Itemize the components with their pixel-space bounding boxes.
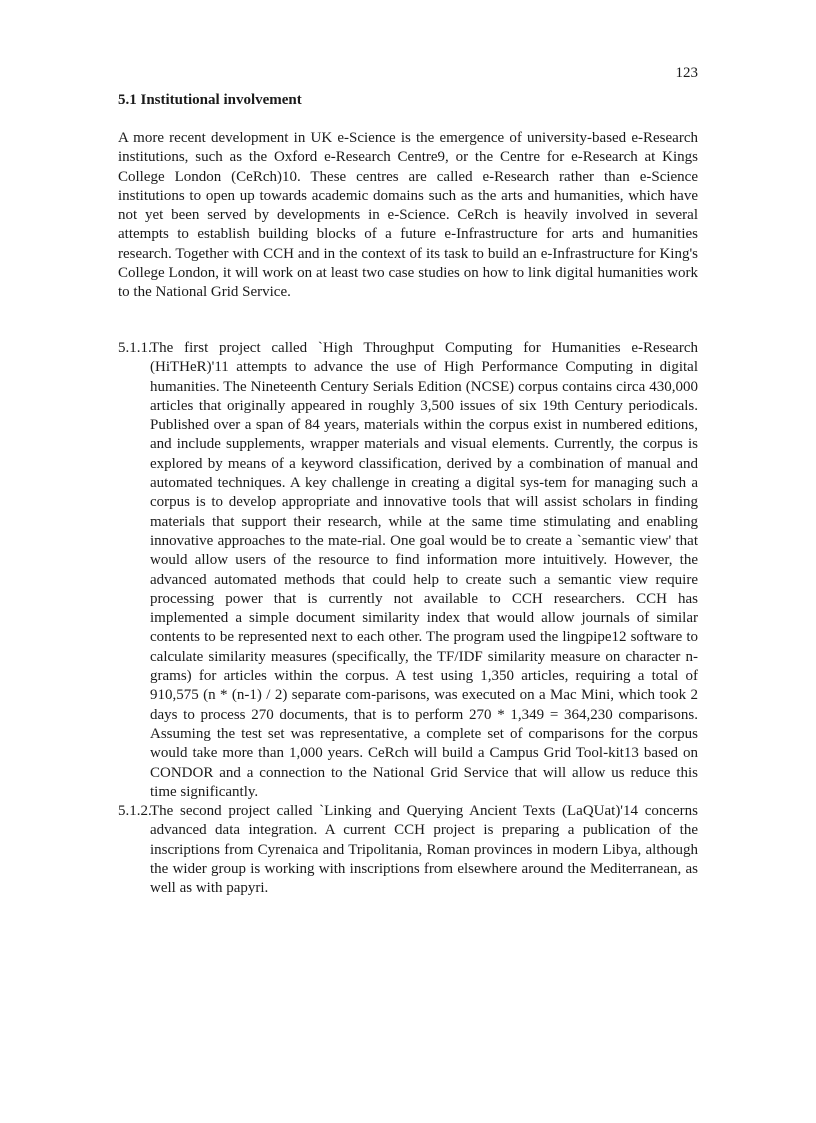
page-number: 123 [675, 65, 698, 81]
list-item [118, 339, 698, 802]
intro-paragraph: A more recent development in UK e-Science is the emergence of university-based e-Research institutions, such as the Oxford e-Research Centre9, or the Centre for e-Research at Kings College London (CeRch)10. These centres are called e-Research rather than e-Science institutions to open up towards academic domains such as the arts and humanities, which have not yet been served by developments in e-Science. CeRch is heavily involved in several attempts to establish building blocks of a future e-Infrastructure for arts and humanities research. Together with CCH and in the context of its task to build an e-Infrastructure for King's College London, it will work on at least two case studies on how to link digital humanities work to the National Grid Service. [118, 130, 698, 301]
item-text: The second project called `Linking and Querying Ancient Texts (LaQUat)'14 concerns advanced data integration. A current CCH project is preparing a publication of the inscriptions from Cyrenaica and Tripolitania, Roman provinces in modern Libya, although the wider group is working with inscriptions from elsewhere around the Mediterranean, as well as with papyri. [150, 803, 698, 897]
item-number: 5.1.2. [118, 803, 152, 820]
numbered-item-list [118, 339, 698, 899]
item-text: The first project called `High Throughput Computing for Humanities e-Research (HiTHeR)'11 attempts to advance the use of High Performance Computing in digital humanities. The Nineteenth Century Serials Edition (NCSE) corpus contains circa 430,000 articles that originally appeared in roughly 3,500 issues of six 19th Century periodicals. Published over a span of 84 years, materials within the corpus exist in numbered editions, and include supplements, wrapper materials and visual elements. Currently, the corpus is explored by means of a keyword classification, derived by a combination of manual and automated techniques. A key challenge in creating a digital sys-tem for managing such a corpus is to develop appropriate and innovative tools that will assist scholars in finding materials that support their research, while at the same time stimulating and enabling innovative approaches to the mate-rial. One goal would be to create a `semantic view' that would allow users of the resource to find information more intuitively. However, the advanced automated methods that could help to create such a semantic view require processing power that is currently not available to CCH researchers. CCH has implemented a simple document similarity index that would allow journals of similar contents to be represented next to each other. The program used the lingpipe12 software to calculate similarity measures (specifically, the TF/IDF similarity measure on character n-grams) for articles within the corpus. A test using 1,350 articles, requiring a total of 910,575 (n * (n-1) / 2) separate com-parisons, was executed on a Mac Mini, which took 2 days to process 270 documents, that is to perform 270 * 1,349 = 364,230 comparisons. Assuming the test set was representative, a complete set of comparisons for the corpus would take more than 1,000 years. CeRch will build a Campus Grid Tool-kit13 based on CONDOR and a connection to the National Grid Service that will allow us reduce this time significantly. [150, 340, 698, 800]
item-number: 5.1.1. [118, 340, 152, 356]
list-item [118, 802, 698, 898]
section-heading: 5.1 Institutional involvement [118, 92, 302, 108]
